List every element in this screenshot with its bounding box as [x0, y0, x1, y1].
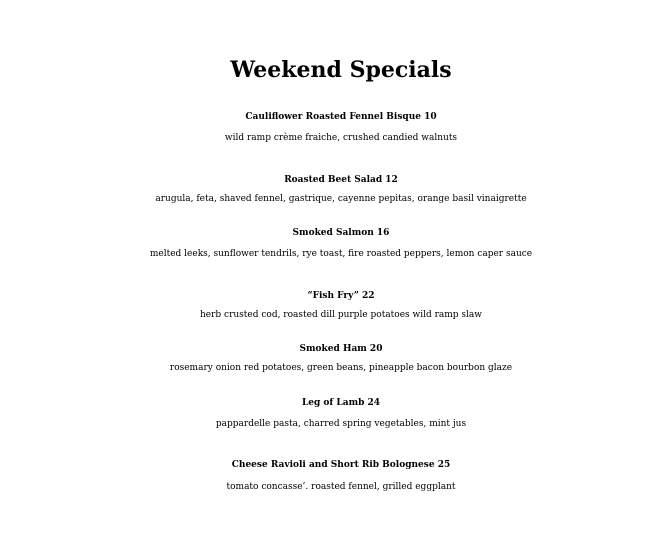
menu-item-description: herb crusted cod, roasted dill purple potatoes wild ramp slaw [199, 310, 482, 320]
menu-item-name: Smoked Salmon 16 [292, 228, 390, 238]
menu-item-description: rosemary onion red potatoes, green beans, pineapple bacon bourbon glaze [169, 363, 513, 373]
menu-item-description: pappardelle pasta, charred spring vegetables, mint jus [215, 419, 467, 429]
menu-item-description: tomato concasse’. roasted fennel, grilled eggplant [226, 482, 456, 492]
menu-item-name: Roasted Beet Salad 12 [284, 175, 398, 185]
menu-title: Weekend Specials [230, 57, 452, 83]
menu-item-name: Smoked Ham 20 [299, 344, 383, 354]
menu-item-description: arugula, feta, shaved fennel, gastrique, cayenne pepitas, orange basil vinaigrette [155, 194, 527, 204]
menu-item-name: Leg of Lamb 24 [301, 398, 381, 408]
menu-item-name: “Fish Fry” 22 [307, 291, 375, 301]
menu-item-name: Cheese Ravioli and Short Rib Bolognese 25 [231, 460, 451, 470]
menu-item-description: melted leeks, sunflower tendrils, rye toast, fire roasted peppers, lemon caper sauce [149, 249, 533, 259]
menu-item-name: Cauliflower Roasted Fennel Bisque 10 [245, 112, 437, 122]
menu-item-description: wild ramp crème fraiche, crushed candied walnuts [224, 133, 458, 143]
